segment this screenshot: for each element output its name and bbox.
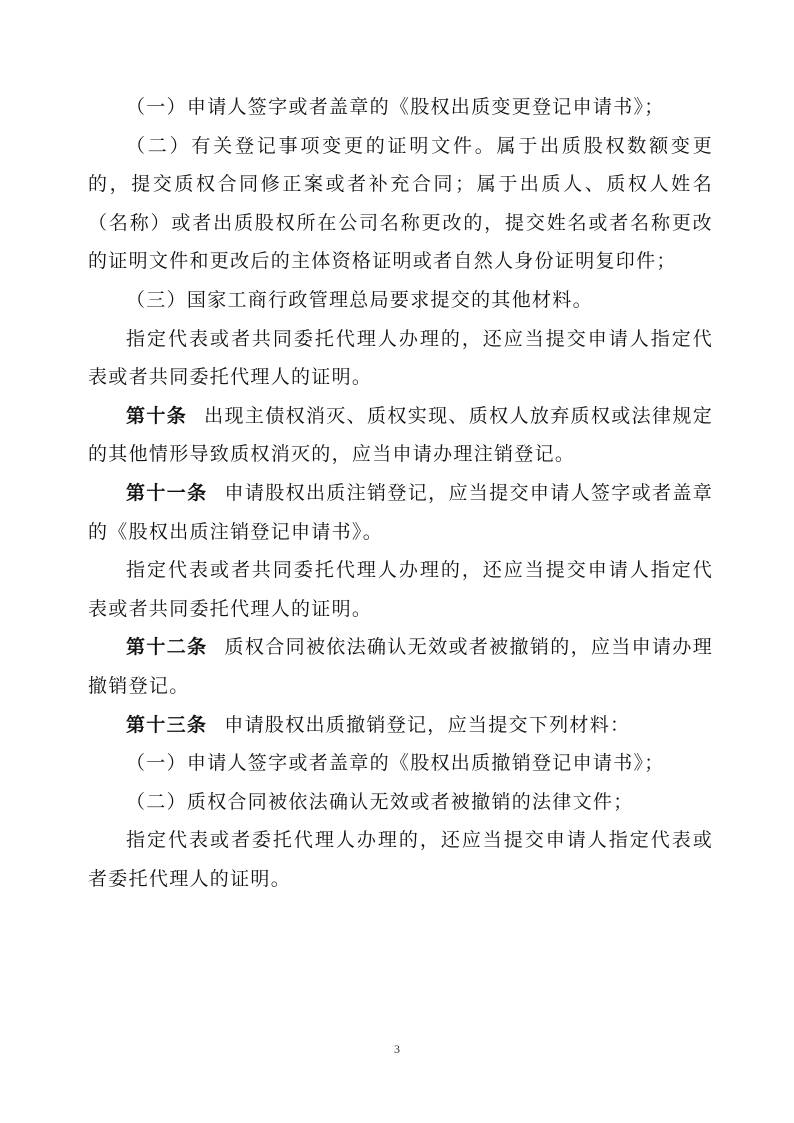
paragraph-agent-proof-3: [88, 821, 713, 898]
paragraph-other-materials: [88, 281, 713, 320]
paragraph-text: 出现主债权消灭、质权实现、质权人放弃质权或法律规定的其他情形导致质权消灭的，应当申请办理注销登记。: [88, 404, 713, 466]
article-number: 第十条: [126, 404, 188, 427]
article-number: 第十一条: [126, 481, 208, 504]
paragraph-text: （一）申请人签字或者盖章的《股权出质变更登记申请书》；: [126, 96, 665, 118]
paragraph-text: 申请股权出质注销登记，应当提交申请人签字或者盖章的《股权出质注销登记申请书》。: [88, 481, 714, 543]
article-13: [88, 706, 713, 745]
paragraph-legal-documents: [88, 783, 713, 822]
document-body: [88, 88, 713, 898]
paragraph-text: （一）申请人签字或者盖章的《股权出质撤销登记申请书》；: [126, 752, 665, 775]
article-10: [88, 397, 713, 474]
article-11: [88, 474, 713, 551]
paragraph-change-proof-documents: [88, 127, 713, 281]
paragraph-agent-proof-2: [88, 551, 713, 628]
paragraph-text: 质权合同被依法确认无效或者被撤销的，应当申请办理撤销登记。: [88, 636, 714, 697]
paragraph-text: （三）国家工商行政管理总局要求提交的其他材料。: [126, 288, 593, 311]
paragraph-text: 指定代表或者共同委托代理人办理的，还应当提交申请人指定代表或者共同委托代理人的证明。: [88, 559, 713, 620]
paragraph-text: 指定代表或者共同委托代理人办理的，还应当提交申请人指定代表或者共同委托代理人的证明。: [88, 327, 713, 389]
paragraph-text: （二）质权合同被依法确认无效或者被撤销的法律文件；: [126, 790, 634, 813]
paragraph-change-application-form: [88, 88, 713, 127]
paragraph-agent-proof: [88, 320, 713, 397]
paragraph-text: 指定代表或者委托代理人办理的，还应当提交申请人指定代表或者委托代理人的证明。: [88, 829, 713, 890]
article-number: 第十三条: [126, 713, 208, 736]
page-number: 3: [394, 1042, 400, 1056]
article-number: 第十二条: [126, 636, 208, 659]
paragraph-text: （二）有关登记事项变更的证明文件。属于出质股权数额变更的，提交质权合同修正案或者补充合同；属于出质人、质权人姓名（名称）或者出质股权所在公司名称更改的，提交姓名或者名称更改的证明文件和更改后的主体资格证明或者自然人身份证明复印件；: [88, 134, 713, 273]
paragraph-revocation-application-form: [88, 744, 713, 783]
article-12: [88, 628, 713, 705]
paragraph-text: 申请股权出质撤销登记，应当提交下列材料：: [224, 713, 631, 736]
